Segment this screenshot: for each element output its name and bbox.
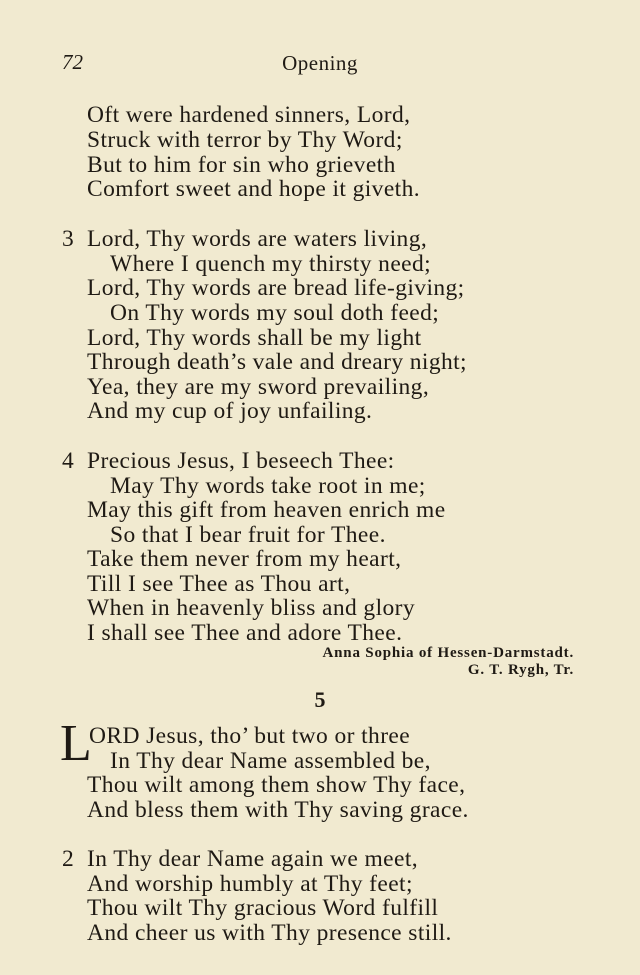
verse-line: I shall see Thee and adore Thee. (87, 620, 403, 646)
verse-line: When in heavenly bliss and glory (87, 595, 416, 621)
page-header (0, 50, 640, 80)
section-title: Opening (282, 51, 358, 75)
verse-line: Thou wilt among them show Thy face, (87, 772, 466, 798)
verse-line: In Thy dear Name assembled be, (110, 748, 431, 774)
verse-number: 3 (62, 226, 74, 252)
verse-line: And bless them with Thy saving grace. (87, 797, 469, 823)
verse-line: But to him for sin who grieveth (87, 152, 396, 178)
verse-line: And my cup of joy unfailing. (87, 398, 373, 424)
verse-number: 4 (62, 448, 74, 474)
verse-line: May this gift from heaven enrich me (87, 497, 446, 523)
verse-line: Struck with terror by Thy Word; (87, 127, 403, 153)
verse-line: Thou wilt Thy gracious Word fulfill (87, 895, 439, 921)
author-credit: Anna Sophia of Hessen-Darmstadt. (322, 645, 574, 661)
verse-line: In Thy dear Name again we meet, (87, 846, 419, 872)
drop-cap: L (60, 715, 92, 772)
verse-line: So that I bear fruit for Thee. (110, 522, 386, 548)
verse-line: Yea, they are my sword prevailing, (87, 374, 430, 400)
verse-line: Lord, Thy words shall be my light (87, 325, 422, 351)
verse-line: And cheer us with Thy presence still. (87, 920, 452, 946)
verse-number: 2 (62, 846, 74, 872)
verse-line: And worship humbly at Thy feet; (87, 871, 413, 897)
verse-line: Where I quench my thirsty need; (110, 251, 432, 277)
verse-line: Take them never from my heart, (87, 546, 402, 572)
verse-line: May Thy words take root in me; (110, 473, 426, 499)
page-number: 72 (62, 50, 83, 74)
verse-line: ORD Jesus, tho’ but two or three (89, 723, 411, 749)
verse-line: Oft were hardened sinners, Lord, (87, 102, 411, 128)
verse-line: Precious Jesus, I beseech Thee: (87, 448, 395, 474)
translator-credit: G. T. Rygh, Tr. (467, 662, 574, 678)
verse-line: Lord, Thy words are waters living, (87, 226, 428, 252)
verse-line: On Thy words my soul doth feed; (110, 300, 440, 326)
verse-line: Till I see Thee as Thou art, (87, 571, 351, 597)
verse-line: Comfort sweet and hope it giveth. (87, 176, 420, 202)
hymn-number: 5 (314, 687, 326, 712)
verse-line: Lord, Thy words are bread life-giving; (87, 275, 465, 301)
verse-line: Through death’s vale and dreary night; (87, 349, 467, 375)
